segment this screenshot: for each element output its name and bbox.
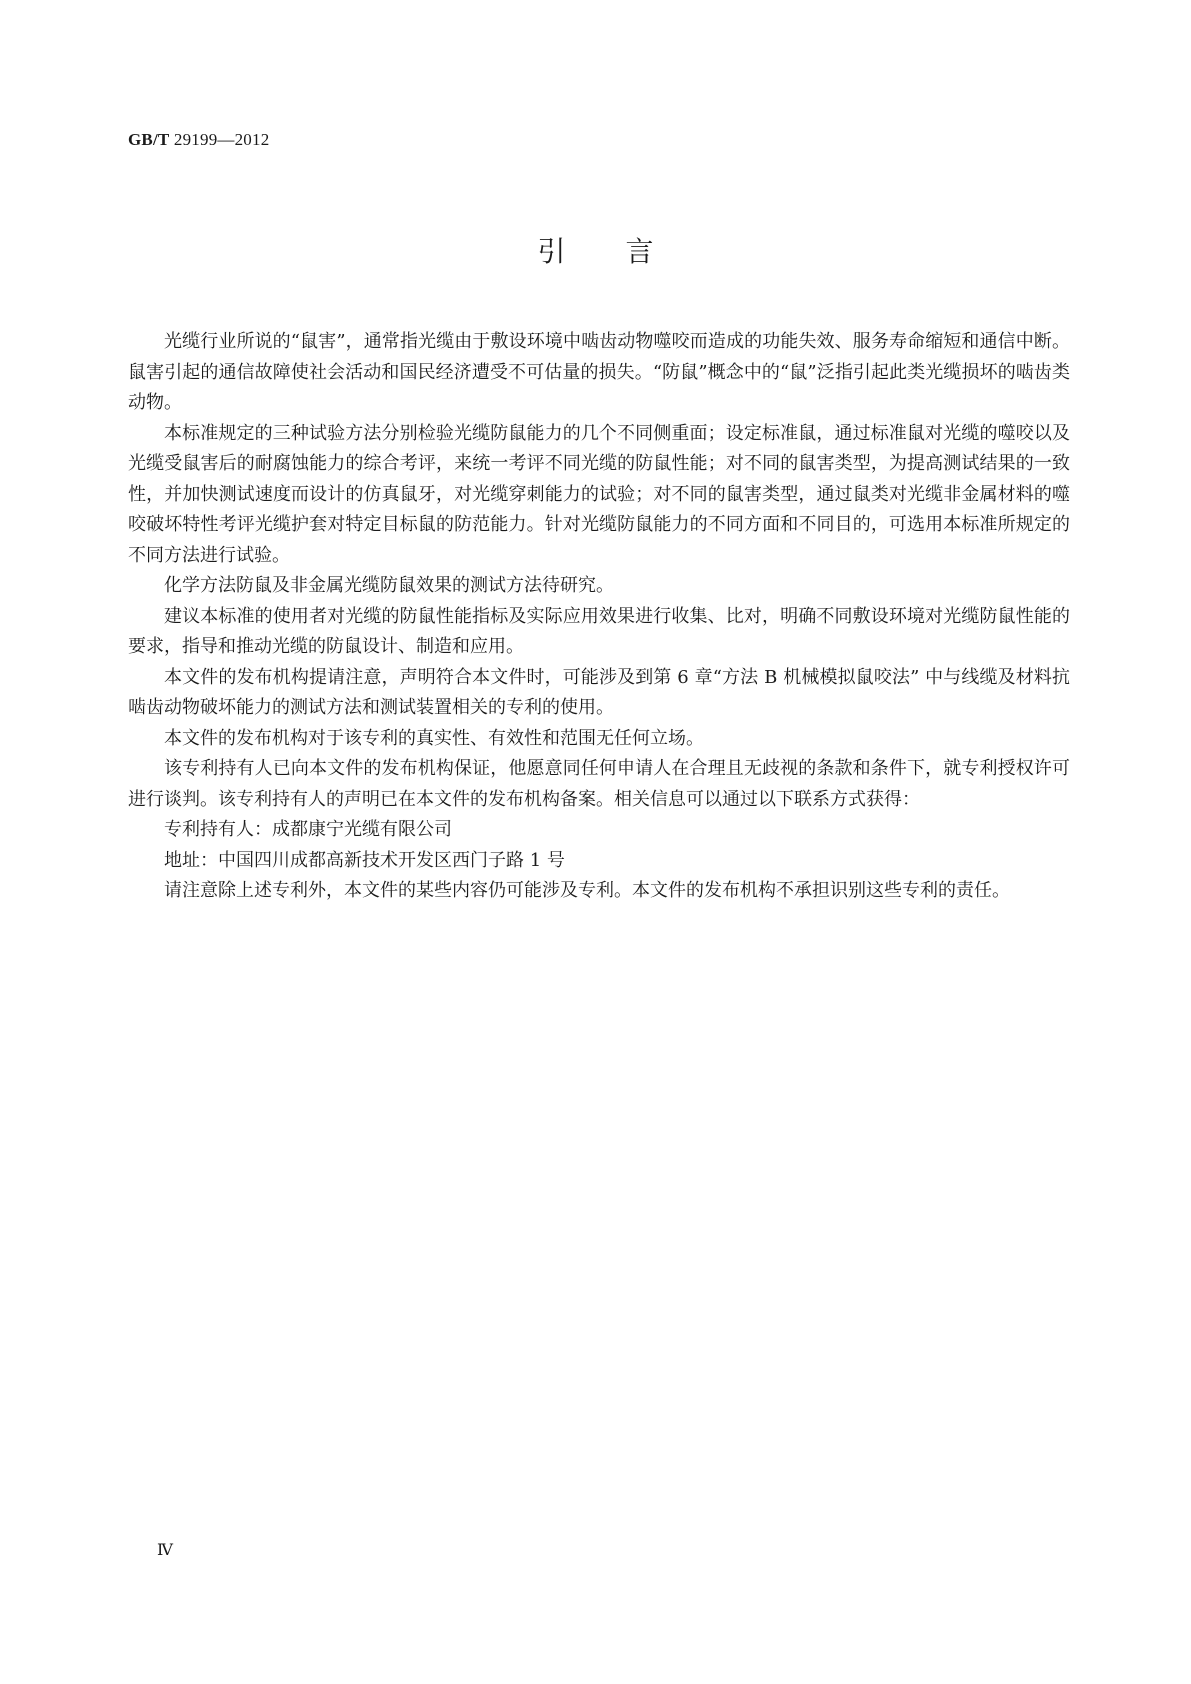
paragraph: 该专利持有人已向本文件的发布机构保证，他愿意同任何申请人在合理且无歧视的条款和条件下，就专利授权许可进行谈判。该专利持有人的声明已在本文件的发布机构备案。相关信息可以通过以下联系方式获得： [128,758,1070,810]
paragraph: 建议本标准的使用者对光缆的防鼠性能指标及实际应用效果进行收集、比对，明确不同敷设环境对光缆防鼠性能的要求，指导和推动光缆的防鼠设计、制造和应用。 [128,605,1070,657]
paragraph: 本文件的发布机构提请注意，声明符合本文件时，可能涉及到第 6 章“方法 B 机械模拟鼠咬法” 中与线缆及材料抗啮齿动物破坏能力的测试方法和测试装置相关的专利的使用。 [128,666,1071,718]
paragraph: 本文件的发布机构对于该专利的真实性、有效性和范围无任何立场。 [164,727,704,749]
paragraph: 地址：中国四川成都高新技术开发区西门子路 1 号 [164,849,565,871]
section-title: 引言 [537,235,714,268]
paragraph: 光缆行业所说的“鼠害”，通常指光缆由于敷设环境中啮齿动物噬咬而造成的功能失效、服务寿命缩短和通信中断。鼠害引起的通信故障使社会活动和国民经济遭受不可估量的损失。“防鼠”概念中的“鼠”泛指引起此类光缆损坏的啮齿类动物。 [128,331,1070,413]
paragraph: 请注意除上述专利外，本文件的某些内容仍可能涉及专利。本文件的发布机构不承担识别这些专利的责任。 [164,880,1010,901]
paragraph: 本标准规定的三种试验方法分别检验光缆防鼠能力的几个不同侧重面；设定标准鼠，通过标准鼠对光缆的噬咬以及光缆受鼠害后的耐腐蚀能力的综合考评，来统一考评不同光缆的防鼠性能；对不同的鼠害类型，为提高测试结果的一致性，并加快测试速度而设计的仿真鼠牙，对光缆穿刺能力的试验；对不同的鼠害类型，通过鼠类对光缆非金属材料的噬咬破坏特性考评光缆护套对特定目标鼠的防范能力。针对光缆防鼠能力的不同方面和不同目的，可选用本标准所规定的不同方法进行试验。 [128,422,1070,566]
paragraph: 专利持有人：成都康宁光缆有限公司 [164,819,452,840]
paragraph: 化学方法防鼠及非金属光缆防鼠效果的测试方法待研究。 [164,575,614,596]
standard-code [128,130,269,150]
standard-prefix: GB/T [128,130,170,149]
standard-number: 29199—2012 [173,130,270,149]
body-text [128,327,1070,907]
page-number: Ⅳ [157,1542,173,1559]
